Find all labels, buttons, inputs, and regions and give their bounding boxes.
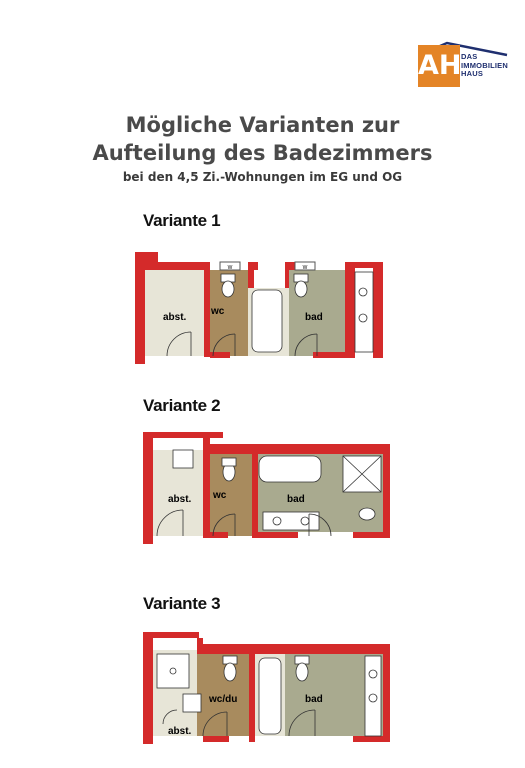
floor-plan-variant-2 <box>143 432 390 544</box>
variant-3-label: Variante 3 <box>143 594 221 613</box>
room-wc-label: wc <box>213 490 227 501</box>
company-logo <box>413 41 513 91</box>
room-abst-label: abst. <box>163 312 187 323</box>
room-bad-label: bad <box>305 312 323 323</box>
room-bad-label: bad <box>305 694 323 705</box>
window-2-mark: W <box>302 265 308 271</box>
window-icons <box>220 262 315 270</box>
page-subtitle: bei den 4,5 Zi.-Wohnungen im EG und OG <box>122 170 403 184</box>
room-bad-label: bad <box>287 494 305 505</box>
room-wc-du-label: wc/du <box>209 694 238 705</box>
variant-1-label: Variante 1 <box>143 211 221 230</box>
logo-line-2: IMMOBILIEN <box>461 60 508 70</box>
logo-wordmark <box>461 53 508 79</box>
variant-2-label: Variante 2 <box>143 396 221 415</box>
room-abst-label: abst. <box>168 726 192 737</box>
page-title-line-2: Aufteilung des Badezimmers <box>92 141 433 165</box>
room-abst-label: abst. <box>168 494 192 505</box>
floor-plan-variant-1 <box>135 252 390 364</box>
page-title-line-1: Mögliche Varianten zur <box>125 113 400 137</box>
logo-line-1: DAS <box>461 52 478 61</box>
floor-plan-variant-3 <box>143 632 390 744</box>
logo-line-3: HAUS <box>461 69 484 78</box>
logo-monogram: AH <box>418 45 460 87</box>
window-1-mark: W <box>227 265 233 271</box>
room-wc-label: wc <box>211 306 225 317</box>
